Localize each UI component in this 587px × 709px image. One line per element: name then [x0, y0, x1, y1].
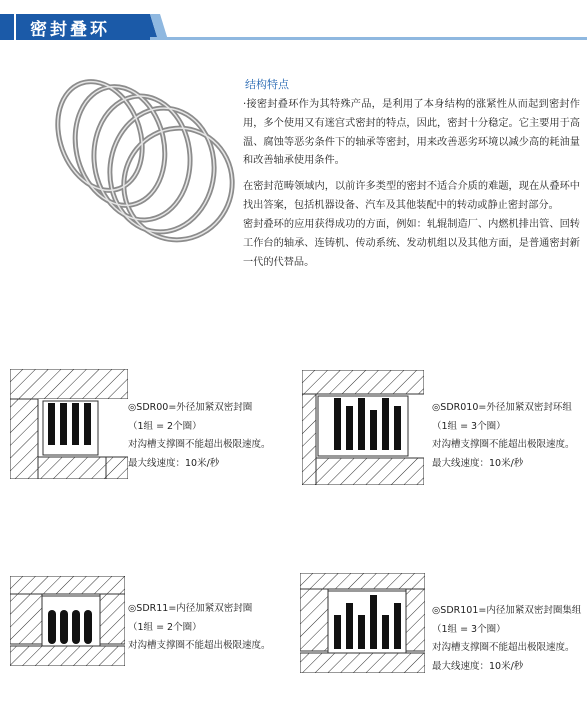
- seal-rings-illustration: [38, 78, 238, 243]
- sdr11-spec: [128, 600, 271, 656]
- spec-group: （1组 = 2个圈）: [128, 621, 202, 633]
- spec-note: 对沟槽支撑圈不能超出极限速度。: [128, 439, 271, 450]
- spec-speed: 最大线速度：10米/秒: [128, 457, 220, 469]
- spec-note: 对沟槽支撑圈不能超出极限速度。: [432, 642, 575, 653]
- spec-name: ◎SDR010=外径加紧双密封环组: [432, 402, 572, 413]
- sdr00-diagram: [10, 369, 128, 479]
- features-paragraph-2: 在密封范畴领域内，以前许多类型的密封不适合介质的难题，现在从叠环中找出答案，包括机器设备、汽车及其他装配中的转动或静止密封部分。: [243, 181, 580, 211]
- spec-speed: 最大线速度：10米/秒: [432, 457, 524, 469]
- spec-group: （1组 = 3个圈）: [432, 623, 506, 635]
- spec-speed: 最大线速度：10米/秒: [432, 660, 524, 672]
- sdr11-diagram: [10, 576, 125, 666]
- features-paragraph-1: ·接密封叠环作为其特殊产品，是利用了本身结构的涨紧性从而起到密封作用，多个使用又有迷宫式密封的特点，因此，密封十分稳定。它主要用于高温、腐蚀等恶劣条件下的轴承等密封，用来改善恶劣环境以减少高的耗油量和改善轴承使用条件。: [243, 99, 580, 167]
- features-paragraph-3: 密封叠环的应用获得成功的方面，例如：轧辊制造厂、内燃机排出管、回转工作台的轴承、连铸机、传动系统、发动机组以及其他方面，是普通密封新一代的代替品。: [243, 219, 580, 268]
- sdr010-spec: [432, 399, 575, 473]
- spec-name: ◎SDR101=内径加紧双密封圈集组: [432, 605, 582, 616]
- page-title: 密封叠环: [30, 20, 110, 40]
- spec-name: ◎SDR00=外径加紧双密封圈: [128, 402, 253, 413]
- spec-name: ◎SDR11=内径加紧双密封圈: [128, 603, 253, 614]
- sdr101-diagram: [300, 573, 425, 673]
- spec-note: 对沟槽支撑圈不能超出极限速度。: [432, 439, 575, 450]
- features-heading: 结构特点: [245, 78, 289, 91]
- spec-group: （1组 = 2个圈）: [128, 420, 202, 432]
- sdr00-spec: [128, 399, 271, 473]
- sdr010-diagram: [302, 370, 424, 485]
- sdr101-spec: [432, 602, 581, 676]
- spec-group: （1组 = 3个圈）: [432, 420, 506, 432]
- spec-note: 对沟槽支撑圈不能超出极限速度。: [128, 640, 271, 651]
